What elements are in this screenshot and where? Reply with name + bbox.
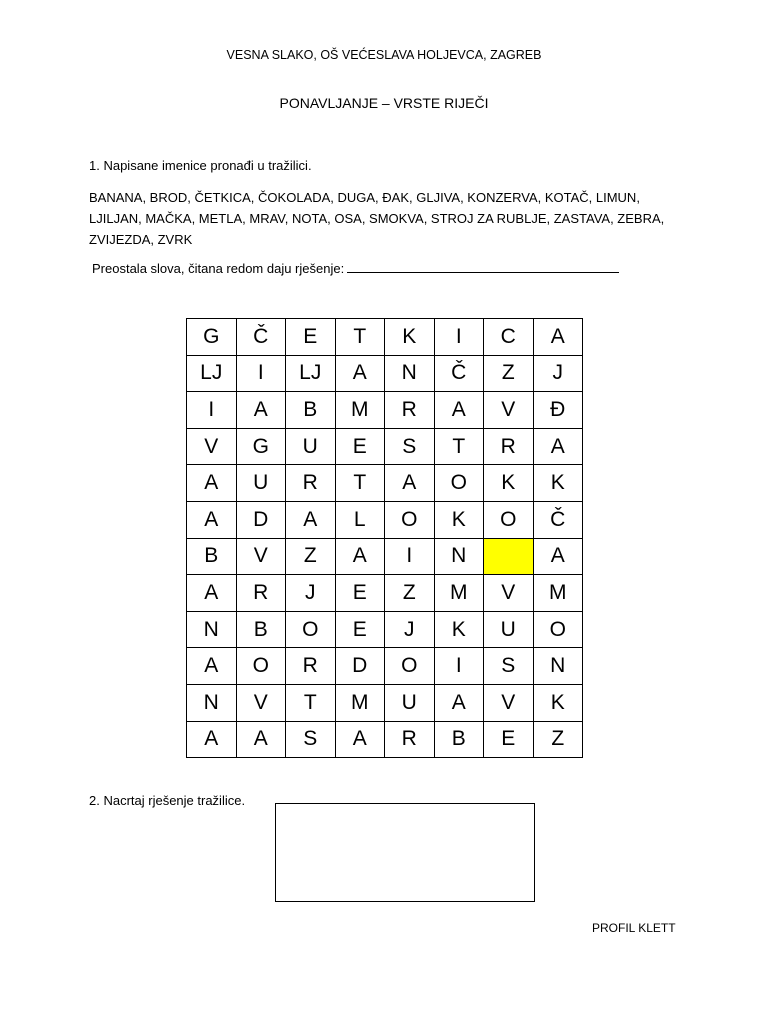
grid-row — [187, 684, 583, 721]
grid-cell: N — [187, 684, 237, 721]
grid-cell: A — [434, 684, 484, 721]
grid-cell: A — [434, 392, 484, 429]
grid-cell: A — [236, 721, 286, 758]
grid-cell: A — [335, 721, 385, 758]
grid-cell: K — [434, 611, 484, 648]
word-search-grid — [186, 318, 583, 758]
grid-cell: V — [484, 392, 534, 429]
drawing-box[interactable] — [275, 803, 535, 902]
grid-cell: V — [484, 575, 534, 612]
grid-cell: R — [484, 428, 534, 465]
author-line: VESNA SLAKO, OŠ VEĆESLAVA HOLJEVCA, ZAGREB — [226, 48, 542, 62]
solution-prompt: Preostala slova, čitana redom daju rješenje: — [92, 261, 345, 276]
grid-row — [187, 575, 583, 612]
grid-cell: T — [335, 319, 385, 356]
grid-cell: U — [236, 465, 286, 502]
grid-cell: B — [187, 538, 237, 575]
grid-cell: N — [434, 538, 484, 575]
grid-cell: Č — [236, 319, 286, 356]
grid-cell: K — [434, 501, 484, 538]
grid-cell: E — [335, 611, 385, 648]
grid-cell: Č — [434, 355, 484, 392]
grid-cell: Z — [484, 355, 534, 392]
grid-cell: M — [434, 575, 484, 612]
grid-row — [187, 319, 583, 356]
grid-cell: E — [335, 428, 385, 465]
grid-cell: O — [236, 648, 286, 685]
grid-cell: U — [286, 428, 336, 465]
grid-row — [187, 501, 583, 538]
grid-cell: K — [385, 319, 435, 356]
grid-cell: A — [533, 319, 583, 356]
grid-cell: R — [236, 575, 286, 612]
grid-cell: N — [187, 611, 237, 648]
task1-instruction: 1. Napisane imenice pronađi u tražilici. — [89, 158, 312, 173]
solution-line — [92, 259, 619, 276]
grid-cell: E — [484, 721, 534, 758]
grid-cell: A — [187, 575, 237, 612]
grid-cell: B — [286, 392, 336, 429]
grid-row — [187, 465, 583, 502]
grid-cell: J — [286, 575, 336, 612]
grid-cell: M — [335, 684, 385, 721]
grid-cell: T — [434, 428, 484, 465]
grid-cell: Z — [286, 538, 336, 575]
grid-cell: B — [236, 611, 286, 648]
grid-cell: K — [484, 465, 534, 502]
grid-row — [187, 355, 583, 392]
grid-cell: A — [335, 355, 385, 392]
grid-cell: D — [236, 501, 286, 538]
grid-cell: K — [533, 684, 583, 721]
solution-blank — [347, 259, 619, 273]
grid-row — [187, 392, 583, 429]
grid-row — [187, 428, 583, 465]
grid-cell: D — [335, 648, 385, 685]
grid-cell: J — [385, 611, 435, 648]
grid-cell: A — [236, 392, 286, 429]
grid-cell: O — [286, 611, 336, 648]
grid-cell: M — [335, 392, 385, 429]
grid-cell: Đ — [533, 392, 583, 429]
grid-cell: L — [335, 501, 385, 538]
grid-cell: A — [533, 538, 583, 575]
grid-cell: A — [187, 465, 237, 502]
grid-cell: G — [236, 428, 286, 465]
grid-cell: A — [286, 501, 336, 538]
grid-cell: R — [286, 465, 336, 502]
grid-cell: S — [385, 428, 435, 465]
grid-cell: I — [434, 319, 484, 356]
word-list: BANANA, BROD, ČETKICA, ČOKOLADA, DUGA, ĐAK, GLJIVA, KONZERVA, KOTAČ, LIMUN, LJILJAN, MAČKA, METLA, MRAV, NOTA, OSA, SMOKVA, STROJ ZA RUBLJE, ZASTAVA, ZEBRA, ZVIJEZDA, ZVRK — [89, 190, 665, 247]
grid-cell: A — [385, 465, 435, 502]
grid-cell: N — [385, 355, 435, 392]
grid-cell: A — [187, 648, 237, 685]
grid-cell: O — [484, 501, 534, 538]
grid-cell: T — [335, 465, 385, 502]
grid-cell: I — [434, 648, 484, 685]
grid-cell: T — [286, 684, 336, 721]
grid-cell: V — [236, 538, 286, 575]
grid-cell: I — [385, 538, 435, 575]
grid-cell: E — [335, 575, 385, 612]
grid-row — [187, 721, 583, 758]
grid-cell: U — [484, 611, 534, 648]
grid-cell: G — [187, 319, 237, 356]
grid-cell: M — [533, 575, 583, 612]
grid-cell: O — [385, 501, 435, 538]
grid-cell: R — [385, 721, 435, 758]
grid-cell: K — [533, 465, 583, 502]
grid-cell: O — [533, 611, 583, 648]
grid-cell: Z — [533, 721, 583, 758]
grid-cell: C — [484, 319, 534, 356]
grid-cell: LJ — [187, 355, 237, 392]
grid-cell: A — [335, 538, 385, 575]
grid-cell: E — [286, 319, 336, 356]
grid-cell: V — [484, 684, 534, 721]
grid-cell: V — [187, 428, 237, 465]
grid-cell: A — [533, 428, 583, 465]
grid-cell: LJ — [286, 355, 336, 392]
grid-cell: B — [434, 721, 484, 758]
grid-cell: R — [286, 648, 336, 685]
grid-cell: A — [187, 501, 237, 538]
worksheet-title: PONAVLJANJE – VRSTE RIJEČI — [279, 95, 489, 111]
publisher-label: PROFIL KLETT — [592, 921, 676, 935]
grid-cell: V — [236, 684, 286, 721]
grid-cell: A — [187, 721, 237, 758]
grid-cell: Č — [533, 501, 583, 538]
grid-cell: U — [385, 684, 435, 721]
task2-instruction: 2. Nacrtaj rješenje tražilice. — [89, 793, 246, 808]
grid-cell: O — [434, 465, 484, 502]
grid-cell: R — [385, 392, 435, 429]
grid-cell-highlighted — [484, 538, 534, 575]
grid-cell: O — [385, 648, 435, 685]
grid-cell: N — [533, 648, 583, 685]
grid-cell: S — [484, 648, 534, 685]
grid-cell: I — [187, 392, 237, 429]
grid-body — [187, 319, 583, 758]
grid-cell: I — [236, 355, 286, 392]
grid-cell: Z — [385, 575, 435, 612]
grid-row — [187, 611, 583, 648]
grid-cell: J — [533, 355, 583, 392]
grid-cell: S — [286, 721, 336, 758]
grid-row — [187, 538, 583, 575]
grid-row — [187, 648, 583, 685]
